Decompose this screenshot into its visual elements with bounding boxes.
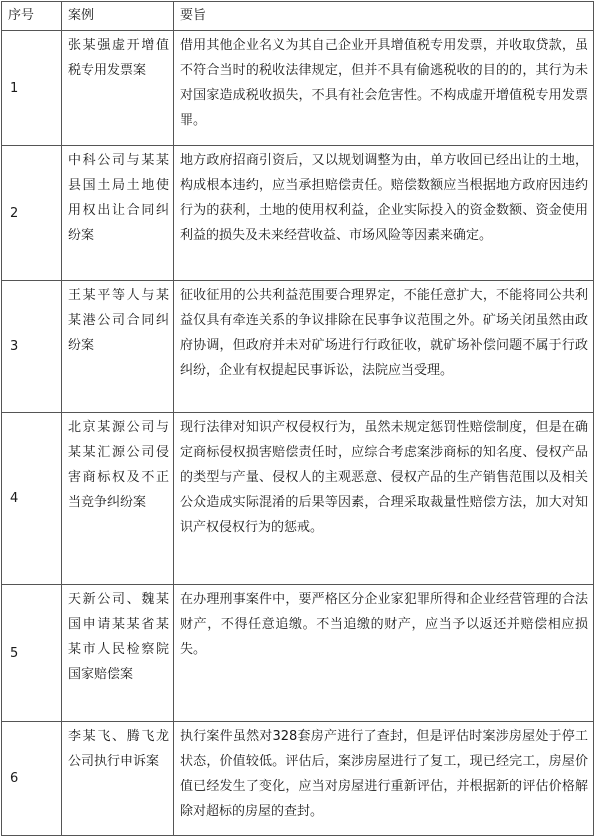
- row-case: 张某强虚开增值税专用发票案: [62, 31, 174, 146]
- table-row: [2, 281, 594, 413]
- row-seq: 6: [2, 722, 62, 836]
- row-case: 王某平等人与某某港公司合同纠纷案: [62, 281, 174, 413]
- header-case: 案例: [62, 2, 174, 31]
- row-seq: 4: [2, 413, 62, 585]
- header-summary: 要旨: [174, 2, 594, 31]
- row-summary: 在办理刑事案件中，要严格区分企业家犯罪所得和企业经营管理的合法财产，不得任意追缴。不当追缴的财产，应当予以返还并赔偿相应损失。: [174, 585, 594, 722]
- row-summary: 征收征用的公共利益范围要合理界定，不能任意扩大，不能将同公共利益仅具有牵连关系的争议排除在民事争议范围之外。矿场关闭虽然由政府协调，但政府并未对矿场进行行政征收，就矿场补偿问题不属于行政纠纷，企业有权提起民事诉讼，法院应当受理。: [174, 281, 594, 413]
- row-case: 天新公司、魏某国申请某某省某某市人民检察院国家赔偿案: [62, 585, 174, 722]
- row-summary: 现行法律对知识产权侵权行为，虽然未规定惩罚性赔偿制度，但是在确定商标侵权损害赔偿责任时，应综合考虑案涉商标的知名度、侵权产品的类型与产量、侵权人的主观恶意、侵权产品的生产销售范围以及相关公众造成实际混淆的后果等因素，合理采取裁量性赔偿方法，加大对知识产权侵权行为的惩戒。: [174, 413, 594, 585]
- table-row: [2, 146, 594, 281]
- row-seq: 1: [2, 31, 62, 146]
- row-summary: 地方政府招商引资后，又以规划调整为由，单方收回已经出让的土地，构成根本违约，应当承担赔偿责任。赔偿数额应当根据地方政府因违约行为的获利，土地的使用权利益，企业实际投入的资金数额、资金使用利益的损失及未来经营收益、市场风险等因素来确定。: [174, 146, 594, 281]
- row-seq: 2: [2, 146, 62, 281]
- header-seq: 序号: [2, 2, 62, 31]
- table-row: [2, 413, 594, 585]
- row-case: 中科公司与某某县国土局土地使用权出让合同纠纷案: [62, 146, 174, 281]
- header-row: [2, 2, 594, 31]
- row-summary: 借用其他企业名义为其自己企业开具增值税专用发票，并收取贷款，虽不符合当时的税收法律规定，但并不具有偷逃税收的目的的，其行为未对国家造成税收损失，不具有社会危害性。不构成虚开增值税专用发票罪。: [174, 31, 594, 146]
- table-row: [2, 585, 594, 722]
- row-case: 李某飞、腾飞龙公司执行申诉案: [62, 722, 174, 836]
- table-row: [2, 722, 594, 836]
- row-case: 北京某源公司与某某汇源公司侵害商标权及不正当竞争纠纷案: [62, 413, 174, 585]
- table-row: [2, 31, 594, 146]
- row-seq: 3: [2, 281, 62, 413]
- cases-table: [1, 1, 594, 836]
- row-summary: 执行案件虽然对328套房产进行了查封，但是评估时案涉房屋处于停工状态，价值较低。评估后，案涉房屋进行了复工，现已经完工，房屋价值已经发生了变化，应当对房屋进行重新评估，并根据新的评估价格解除对超标的房屋的查封。: [174, 722, 594, 836]
- row-seq: 5: [2, 585, 62, 722]
